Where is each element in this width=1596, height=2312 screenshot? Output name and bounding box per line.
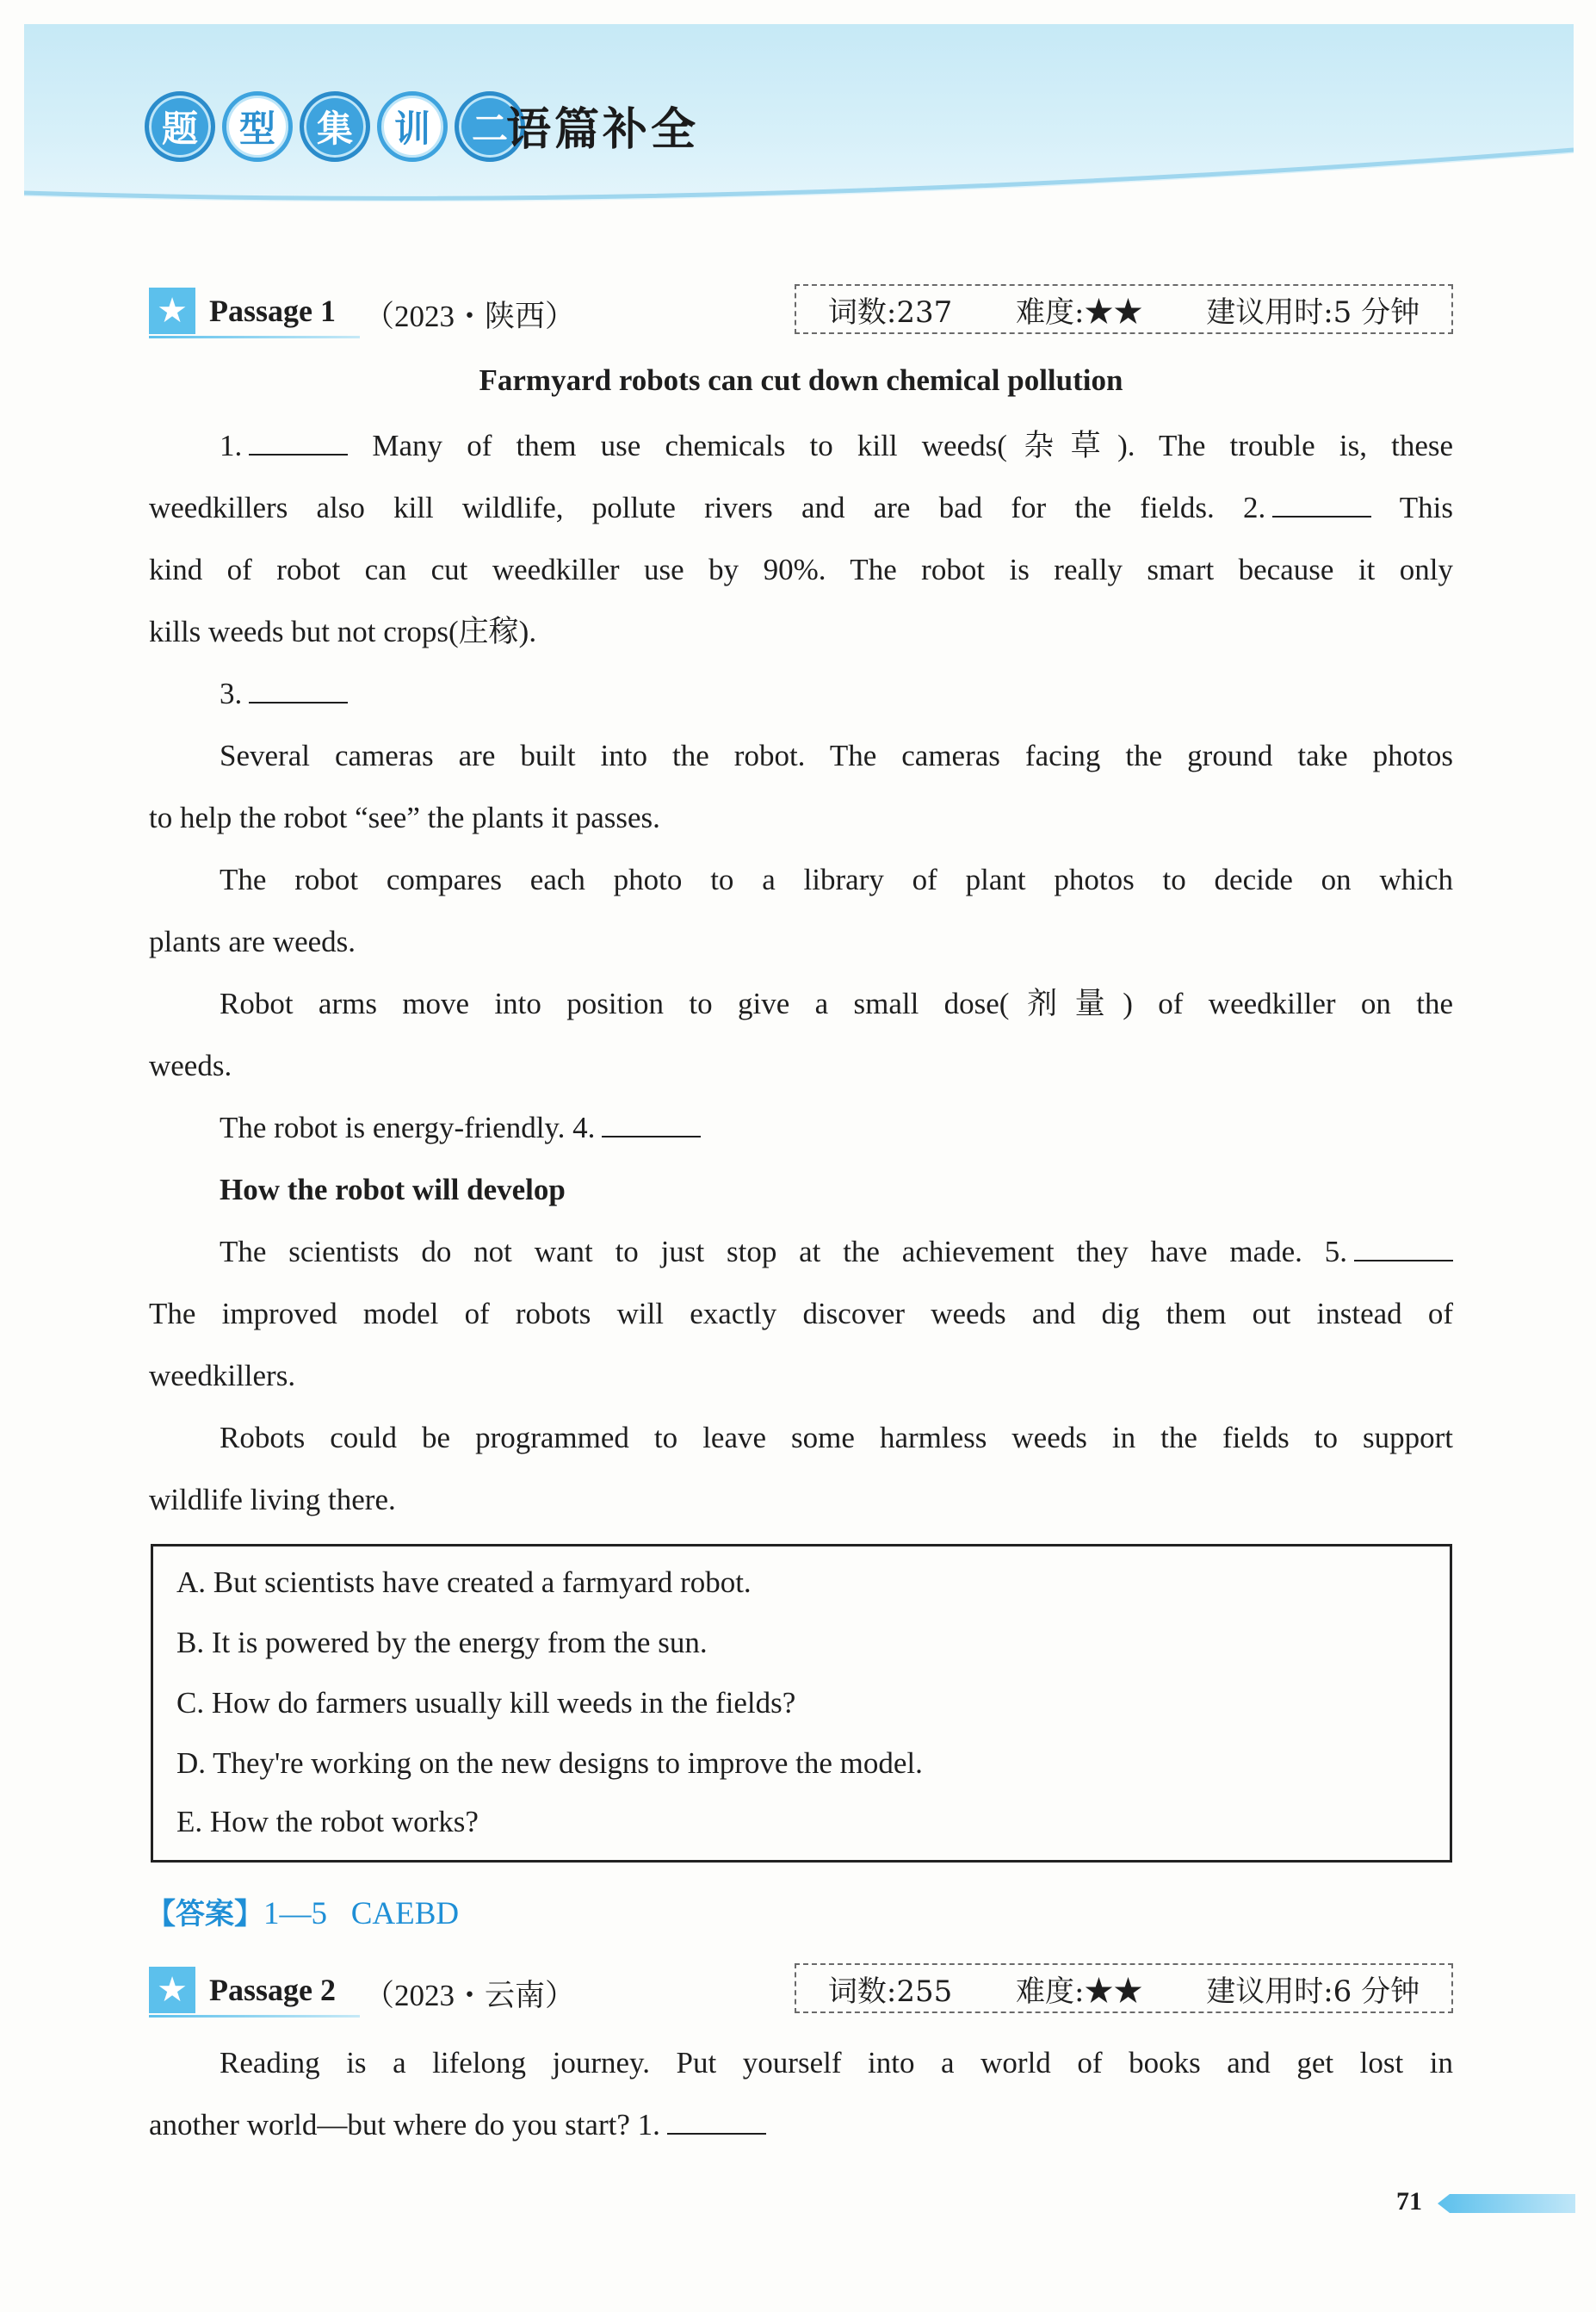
text-line [220, 1107, 1453, 1149]
line-text: The scientists do not want to just stop at the achievement they have made. 5. [220, 1235, 1347, 1268]
answer-range: 1—5 [263, 1896, 327, 1931]
blank-3[interactable] [249, 676, 348, 704]
blank-number-1: 1. [220, 429, 243, 462]
answer-value: CAEBD [350, 1896, 460, 1931]
passage2-blank-1[interactable] [667, 2107, 766, 2135]
passage2-meta [795, 1963, 1453, 2013]
line-text: This [1399, 491, 1454, 524]
text-line: Several cameras are built into the robot. The cameras facing the ground take photos [220, 739, 1453, 772]
text-line: weedkillers. [149, 1359, 296, 1392]
text-line: Robots could be programmed to leave some harmless weeds in the fields to support [220, 1421, 1453, 1454]
text-line: to help the robot “see” the plants it passes. [149, 801, 660, 834]
text-line [220, 425, 1453, 467]
passage2-time: 建议用时:6 分钟 [1206, 1974, 1420, 2009]
star-icon: ★ [149, 288, 195, 334]
text-line: kills weeds but not crops(庄稼). [149, 615, 537, 648]
passage1-meta [795, 284, 1453, 334]
passage1-source: （2023・陕西） [364, 300, 576, 333]
passage2-source: （2023・云南） [364, 1979, 576, 2012]
section-title: 语篇补全 [506, 104, 700, 156]
badge-char-2: 型 [222, 91, 293, 162]
text-line: The robot compares each photo to a library of plant photos to decide on which [220, 863, 1453, 896]
badge-char-1: 题 [145, 91, 215, 162]
line-text: another world—but where do you start? 1. [149, 2108, 660, 2142]
text-line [220, 673, 1453, 715]
passage1-header [149, 284, 1453, 344]
option-a[interactable]: A. But scientists have created a farmyard robot. [176, 1565, 752, 1599]
line-text: weedkillers also kill wildlife, pollute rivers and are bad for the fields. 2. [149, 491, 1266, 524]
passage1-name: Passage 1 [209, 294, 336, 328]
section-badges [145, 91, 525, 162]
passage2-difficulty: 难度:★★ [1015, 1974, 1143, 2009]
blank-5[interactable] [1354, 1234, 1453, 1261]
text-line: wildlife living there. [149, 1483, 396, 1516]
line-text: Many of them use chemicals to kill weeds(杂草). The trouble is, these [372, 429, 1454, 462]
passage1-underline [149, 336, 360, 338]
answer-line [146, 1890, 459, 1932]
text-line [149, 2104, 1453, 2146]
blank-4[interactable] [602, 1110, 701, 1137]
blank-number-3: 3. [220, 677, 243, 710]
text-line [149, 487, 1453, 529]
badge-char-3: 集 [300, 91, 370, 162]
text-line: Reading is a lifelong journey. Put yourself into a world of books and get lost in [220, 2046, 1453, 2080]
star-icon: ★ [149, 1967, 195, 2013]
option-c[interactable]: C. How do farmers usually kill weeds in the fields? [176, 1686, 796, 1720]
blank-2[interactable] [1272, 490, 1371, 518]
passage2-name: Passage 2 [209, 1973, 336, 2007]
text-line: The improved model of robots will exactly discover weeds and dig them out instead of [149, 1297, 1453, 1330]
text-line: Robot arms move into position to give a small dose(剂量) of weedkiller on the [220, 987, 1453, 1020]
header-banner [24, 24, 1574, 226]
blank-1[interactable] [249, 428, 348, 456]
option-b[interactable]: B. It is powered by the energy from the sun. [176, 1626, 708, 1659]
page-number: 71 [1396, 2187, 1422, 2216]
passage2-underline [149, 2015, 360, 2018]
text-line: weeds. [149, 1049, 232, 1082]
passage1-word-count: 词数:237 [827, 294, 953, 330]
passage1-difficulty: 难度:★★ [1015, 294, 1143, 330]
badge-char-4: 训 [377, 91, 448, 162]
option-e[interactable]: E. How the robot works? [176, 1805, 479, 1838]
passage1-time: 建议用时:5 分钟 [1206, 294, 1420, 330]
page-number-bar [1438, 2194, 1575, 2213]
passage1-subheading: How the robot will develop [220, 1173, 566, 1206]
badge-char-5: 二 [455, 91, 525, 162]
line-text: The robot is energy-friendly. 4. [220, 1111, 596, 1144]
text-line: kind of robot can cut weedkiller use by 90%. The robot is really smart because it only [149, 553, 1453, 586]
passage2-word-count: 词数:255 [827, 1974, 953, 2009]
options-box [151, 1544, 1452, 1863]
passage1-title: Farmyard robots can cut down chemical pollution [479, 363, 1123, 397]
text-line [220, 1231, 1453, 1273]
text-line: plants are weeds. [149, 925, 356, 958]
passage2-header [149, 1963, 1453, 2024]
answer-label: 【答案】 [146, 1897, 263, 1931]
option-d[interactable]: D. They're working on the new designs to improve the model. [176, 1746, 923, 1780]
